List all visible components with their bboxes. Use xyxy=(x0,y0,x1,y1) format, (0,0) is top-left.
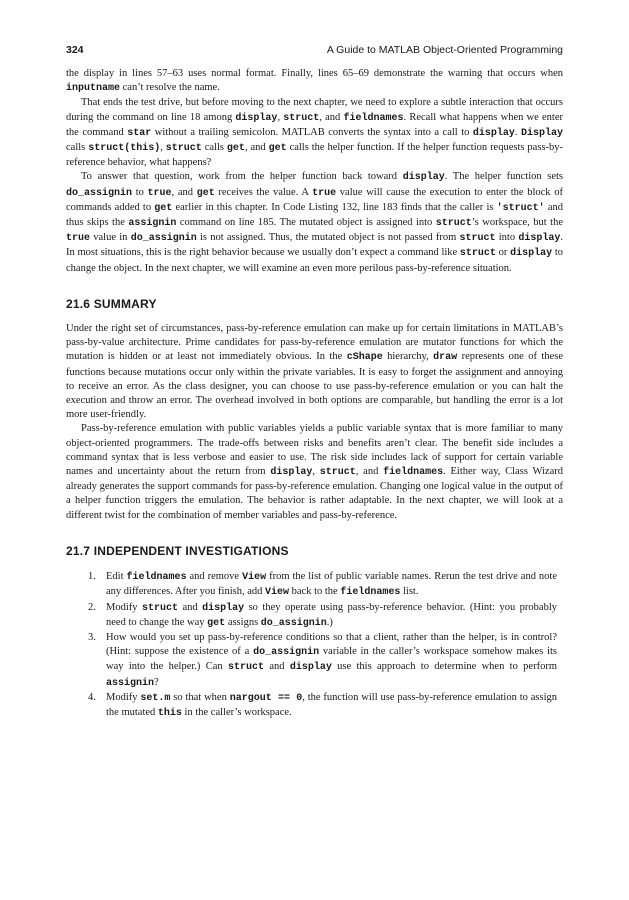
code-get: get xyxy=(196,187,215,199)
code-display: display xyxy=(402,172,445,184)
code-true: true xyxy=(312,187,337,199)
code-display: display xyxy=(289,662,332,674)
code-do-assignin: do_assignin xyxy=(130,233,197,245)
code-do-assignin: do_assignin xyxy=(260,617,327,629)
code-display: display xyxy=(270,467,313,479)
code-struct: struct xyxy=(283,112,320,124)
code-struct-this: struct(this) xyxy=(88,143,161,155)
code-struct: struct xyxy=(459,233,496,245)
code-display: display xyxy=(202,602,245,614)
code-struct-string: 'struct' xyxy=(496,202,545,214)
code-assignin: assignin xyxy=(106,677,155,689)
code-display: display xyxy=(235,112,278,124)
section-heading-investigations: 21.7 INDEPENDENT INVESTIGATIONS xyxy=(66,543,289,558)
list-item: 3. How would you set up pass-by-reference conditions so that a client, rather than the helper, is in control? (Hint: suppose the existence of a do_assignin variable in the caller’s workspace somehow makes its way into the helper.) Can struct and display use this approach to determine when to perform assignin? xyxy=(88,631,558,689)
code-display: display xyxy=(472,127,515,139)
code-fieldnames: fieldnames xyxy=(383,467,444,479)
code-struct: struct xyxy=(319,467,356,479)
code-view: View xyxy=(242,572,267,584)
running-title: A Guide to MATLAB Object-Oriented Programming xyxy=(326,44,563,56)
code-inputname: inputname xyxy=(66,83,121,95)
code-get: get xyxy=(226,143,245,155)
page-number: 324 xyxy=(66,44,84,56)
code-display-cap: Display xyxy=(521,127,564,139)
code-display: display xyxy=(510,248,553,260)
code-fieldnames: fieldnames xyxy=(126,572,187,584)
section-heading-summary: 21.6 SUMMARY xyxy=(66,296,157,311)
code-get: get xyxy=(154,202,173,214)
code-true: true xyxy=(66,233,91,245)
code-true: true xyxy=(147,187,172,199)
code-struct: struct xyxy=(227,662,264,674)
list-item: 1. Edit fieldnames and remove View from the list of public variable names. Rerun the test drive and note any differences. After you finish, add View back to the fieldnames list. xyxy=(88,571,557,599)
code-star: star xyxy=(127,127,152,139)
code-this: this xyxy=(157,707,182,719)
list-item: 2. Modify struct and display so they operate using pass-by-reference behavior. (Hint: you probably need to change the way get assigns do_assignin.) xyxy=(88,601,557,629)
code-nargout-eq-0: nargout == 0 xyxy=(229,692,303,704)
code-draw: draw xyxy=(433,352,458,364)
code-get: get xyxy=(268,143,287,155)
code-struct: struct xyxy=(435,218,472,230)
paragraph-summary-1: Under the right set of circumstances, pass-by-reference emulation can make up for certain limitations in MATLAB’s pass-by-value architecture. Prime candidates for pass-by-reference emulation are mutator functions for which the mutation is hidden or at least not immediately obvious. In the cShape hierarchy, draw represents one of these functions because mutations occur only within the private variables. It is easy to forget the assignment and annoying to receive an error. As the class designer, you can choose to use pass-by-reference emulation or you can halt the execution and throw an error. The overhead involved in both options are comparable, but handling the error is a lot more user-friendly. xyxy=(66,323,563,421)
code-struct: struct xyxy=(459,248,496,260)
paragraph-summary-2: Pass-by-reference emulation with public variables yields a public variable syntax that is more familiar to many object-oriented programmers. The trade-offs between risks and benefits aren’t clear. The benefit side includes a command syntax that is less verbose and easier to use. The risk side includes lack of support for certain variable names and uncertainty about the return from display, struct, and fieldnames. Either way, Class Wizard already generates the support commands for pass-by-reference emulation. Changing one logical value in the output of a helper function triggers the emulation. The behavior is rather adaptable. In the next chapter, we will look at a different twist for the combination of member variables and pass-by-reference. xyxy=(66,423,563,521)
paragraph-subtle-interaction: That ends the test drive, but before moving to the next chapter, we need to explore a subtle interaction that occurs during the command on line 18 among display, struct, and fieldnames. Recall what happens when we enter the command star without a trailing semicolon. MATLAB converts the syntax into a call to display. Display calls struct(this), struct calls get, and get calls the helper function. If the helper function requests pass-by-reference behavior, what happens? xyxy=(66,97,564,169)
code-fieldnames: fieldnames xyxy=(340,587,401,599)
code-assignin: assignin xyxy=(128,218,177,230)
investigations-list xyxy=(66,570,563,721)
code-struct: struct xyxy=(165,143,202,155)
paragraph-test-drive-end: the display in lines 57–63 uses normal format. Finally, lines 65–69 demonstrate the warning that occurs when inputname can’t resolve the name. xyxy=(66,68,563,95)
code-set-m: set.m xyxy=(140,692,171,704)
code-fieldnames: fieldnames xyxy=(343,112,404,124)
page-body xyxy=(66,67,563,721)
list-item: 4. Modify set.m so that when nargout == 0, the function will use pass-by-reference emulation to assign the mutated this in the caller’s workspace. xyxy=(88,691,557,719)
code-view: View xyxy=(265,587,290,599)
code-do-assignin: do_assignin xyxy=(253,647,320,659)
code-cshape: cShape xyxy=(346,352,383,364)
code-struct: struct xyxy=(141,602,178,614)
code-display: display xyxy=(518,233,561,245)
paragraph-helper-function: To answer that question, work from the helper function back toward display. The helper function sets do_assignin to true, and get receives the value. A true value will cause the execution to enter the block of commands added to get earlier in this chapter. In Code Listing 132, line 183 finds that the caller is 'struct' and thus skips the assignin command on line 185. The mutated object is assigned into struct’s workspace, but the true value in do_assignin is not assigned. Thus, the mutated object is not passed from struct into display. In most situations, this is the right behavior because we usually don’t expect a command like struct or display to change the object. In the next chapter, we will examine an even more perilous pass-by-reference situation. xyxy=(66,171,564,274)
code-do-assignin: do_assignin xyxy=(66,187,133,199)
code-get: get xyxy=(207,617,226,629)
